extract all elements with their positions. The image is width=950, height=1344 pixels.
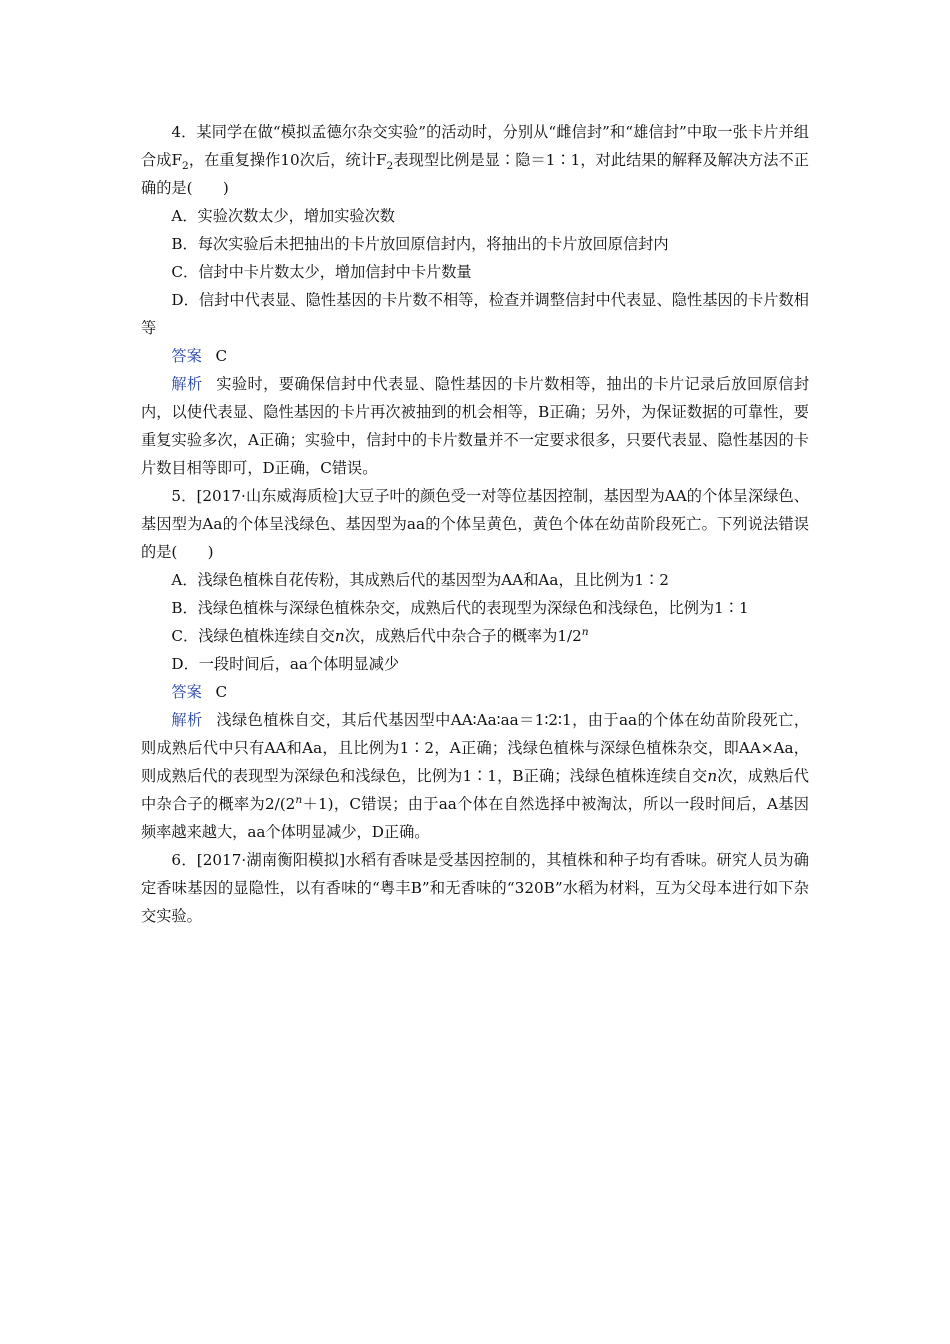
question-4-option-b: B．每次实验后未把抽出的卡片放回原信封内，将抽出的卡片放回原信封内 <box>171 235 669 253</box>
question-4-option-d: D．信封中代表显、隐性基因的卡片数不相等，检查并调整信封中代表显、隐性基因的卡片数相等 <box>141 291 809 337</box>
question-4-option-a: A．实验次数太少，增加实验次数 <box>171 207 395 225</box>
document-page <box>141 118 809 930</box>
question-5-answer <box>141 678 809 706</box>
question-5-option-a: A．浅绿色植株自花传粉，其成熟后代的基因型为AA和Aa，且比例为1∶2 <box>171 571 669 589</box>
analysis-label: 解析 <box>171 711 203 729</box>
answer-value: C <box>215 683 228 701</box>
question-4-answer <box>141 342 809 370</box>
answer-label: 答案 <box>171 347 202 365</box>
question-4-option-c: C．信封中卡片数太少，增加信封中卡片数量 <box>171 263 472 281</box>
question-5-option-b: B．浅绿色植株与深绿色植株杂交，成熟后代的表现型为深绿色和浅绿色，比例为1∶1 <box>171 599 749 617</box>
analysis-label: 解析 <box>171 375 203 393</box>
question-5-stem: 5．[2017·山东威海质检]大豆子叶的颜色受一对等位基因控制，基因型为AA的个体呈深绿色、基因型为Aa的个体呈浅绿色、基因型为aa的个体呈黄色，黄色个体在幼苗阶段死亡。下列说法错误的是( ) <box>141 487 809 561</box>
question-6-stem: 6．[2017·湖南衡阳模拟]水稻有香味是受基因控制的，其植株和种子均有香味。研究人员为确定香味基因的显隐性，以有香味的“粤丰B”和无香味的“320B”水稻为材料，互为父母本进行如下杂交实验。 <box>141 851 809 925</box>
question-4-analysis: 解析 实验时，要确保信封中代表显、隐性基因的卡片数相等，抽出的卡片记录后放回原信封内，以使代表显、隐性基因的卡片再次被抽到的机会相等，B正确；另外，为保证数据的可靠性，要重复实验多次，A正确；实验中，信封中的卡片数量并不一定要求很多，只要代表显、隐性基因的卡片数目相等即可，D正确，C错误。 <box>141 375 810 477</box>
question-4-stem: 4．某同学在做“模拟孟德尔杂交实验”的活动时，分别从“雌信封”和“雄信封”中取一张卡片并组合成$F_2$，在重复操作10次后，统计$F_2$表现型比例是显∶隐＝1∶1，对此结果的解释及解决方法不正确的是( ) <box>141 123 809 197</box>
answer-value: C <box>215 347 228 365</box>
question-5-option-c: C．浅绿色植株连续自交n次，成熟后代中杂合子的概率为1/2$^n$ <box>171 624 589 645</box>
question-5-option-d: D．一段时间后，aa个体明显减少 <box>171 655 400 673</box>
question-5-analysis: 解析 浅绿色植株自交，其后代基因型中AA∶Aa∶aa＝1∶2∶1，由于aa的个体在幼苗阶段死亡，则成熟后代中只有AA和Aa，且比例为1∶2，A正确；浅绿色植株与深绿色植株杂交，即AA×Aa，则成熟后代的表现型为深绿色和浅绿色，比例为1∶1，B正确；浅绿色植株连续自交n次，成熟后代中杂合子的概率为$2/(2^n+1)$，C错误；由于aa个体在自然选择中被淘汰，所以一段时间后，A基因频率越来越大，aa个体明显减少，D正确。 <box>141 711 810 841</box>
answer-label: 答案 <box>171 683 202 701</box>
